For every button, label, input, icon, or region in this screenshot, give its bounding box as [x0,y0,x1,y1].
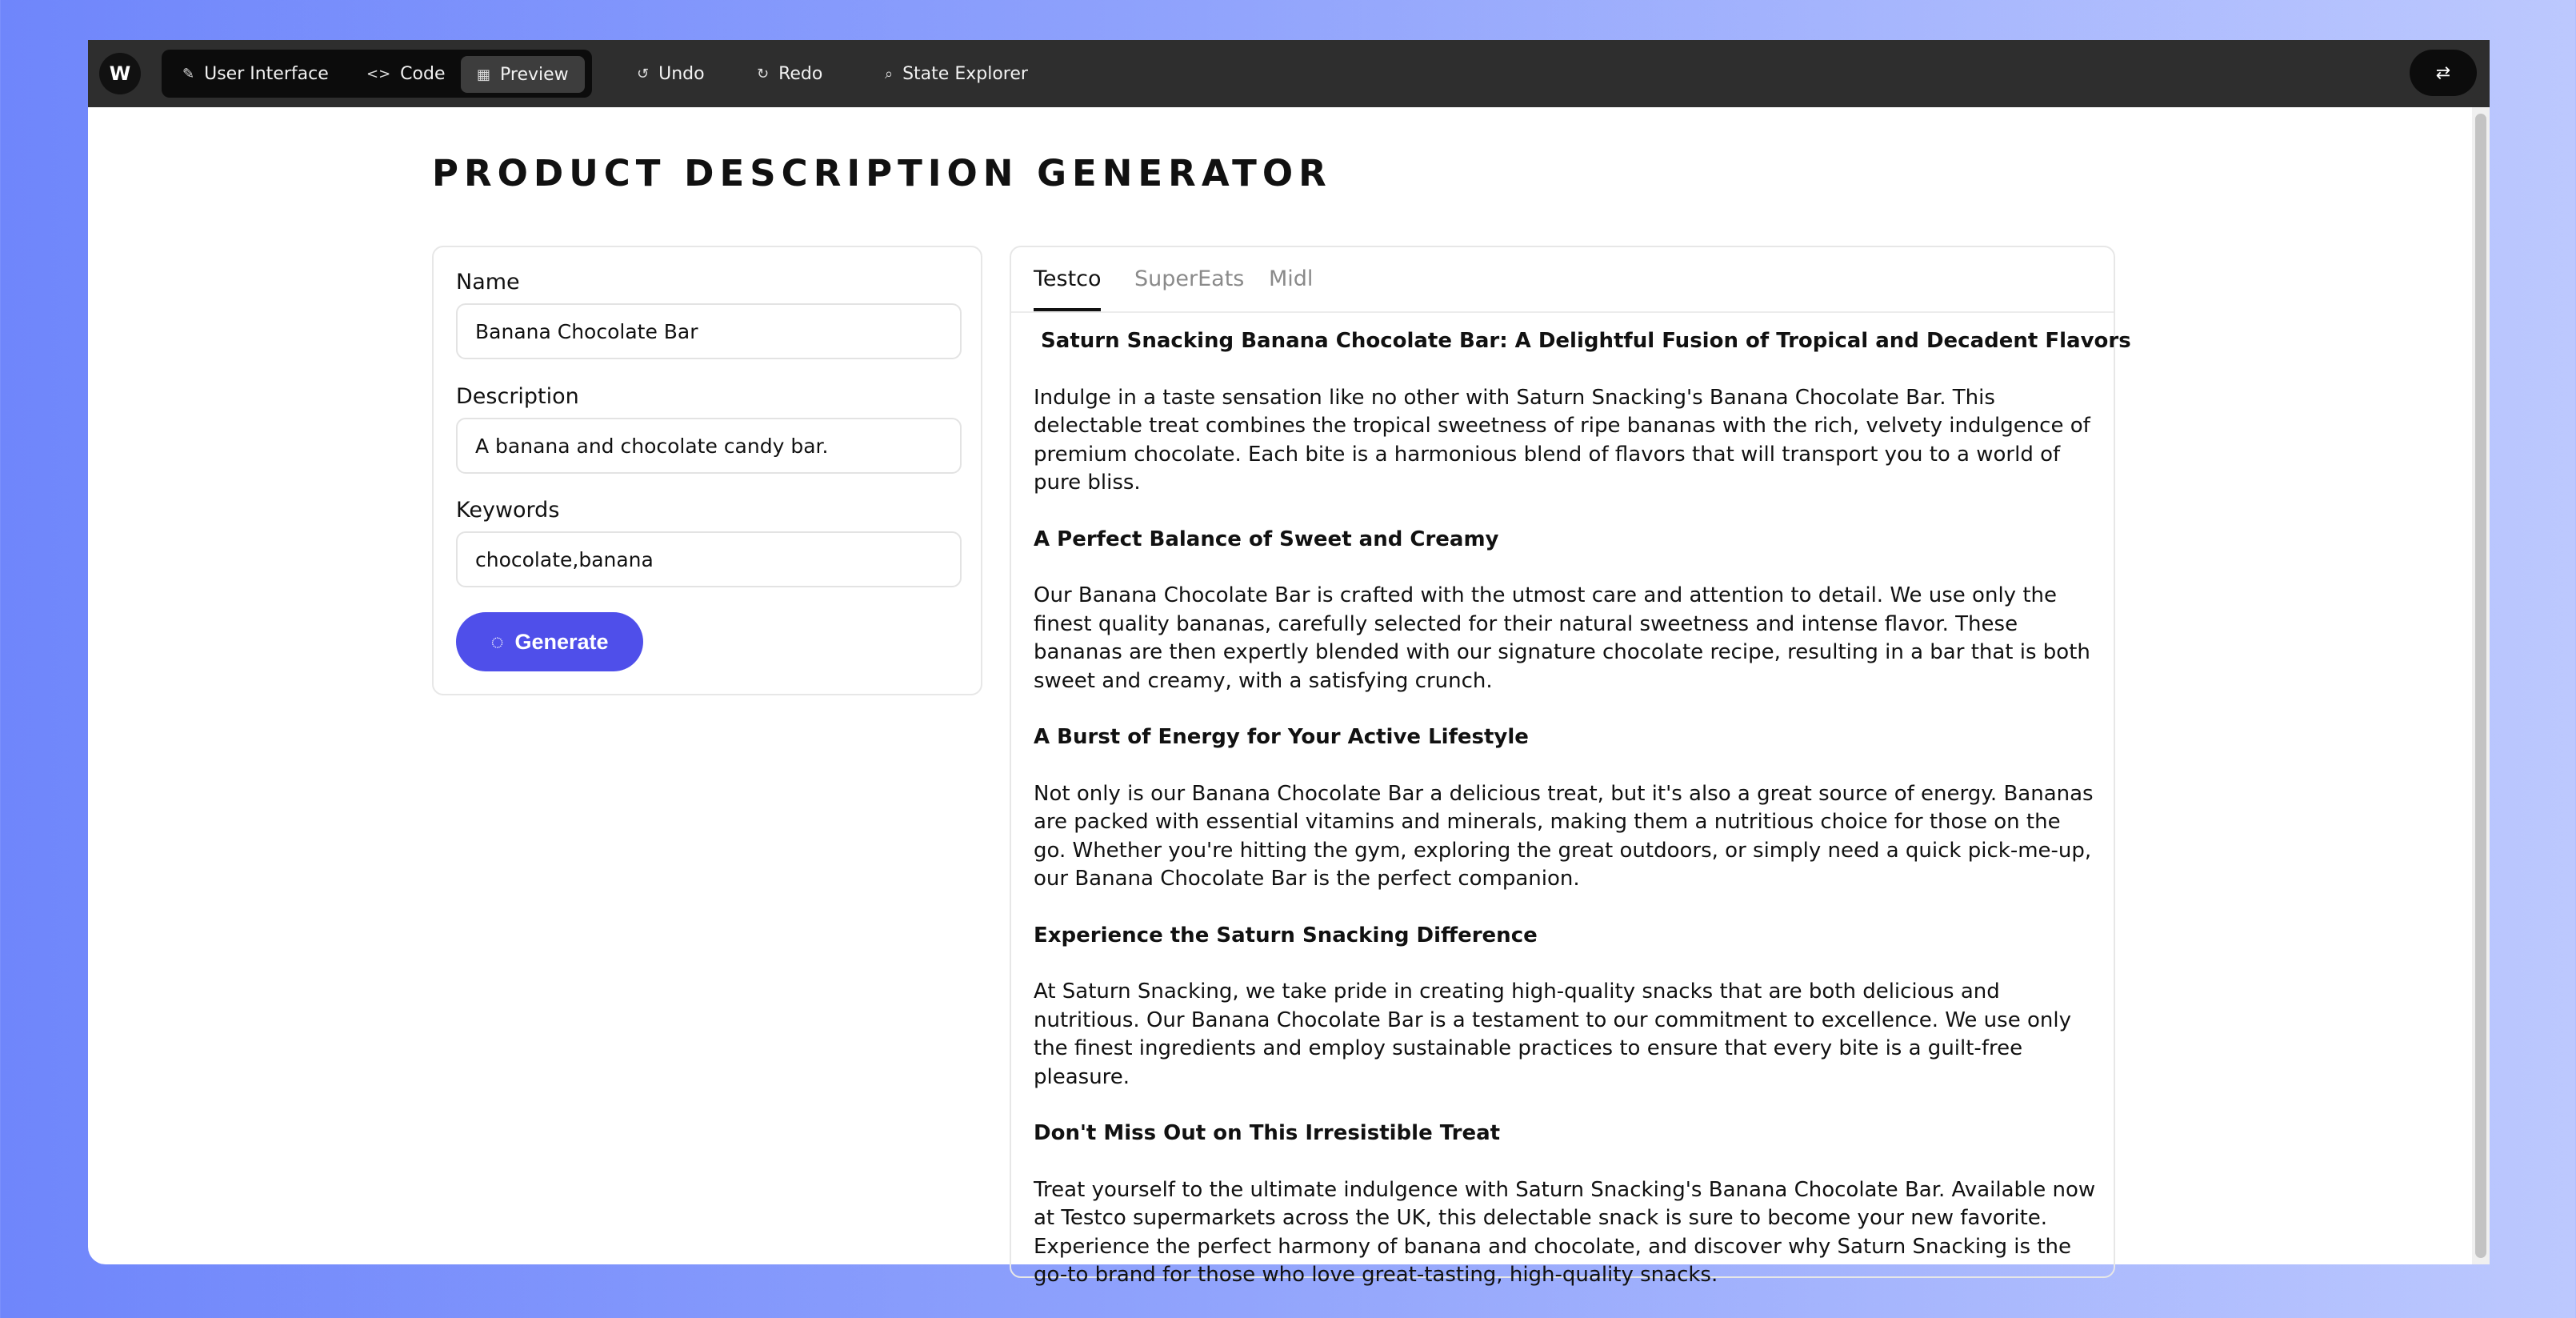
redo-icon: ↻ [757,65,770,82]
state-explorer-label: State Explorer [902,63,1028,84]
generate-button[interactable] [456,612,643,671]
generate-label: Generate [514,629,609,654]
code-label: Code [400,63,446,84]
brush-icon: ✎ [182,65,195,82]
generated-description [1034,327,2131,1318]
tab-testco[interactable]: Testco [1034,266,1102,291]
scrollbar-thumb[interactable] [2475,114,2486,1258]
description-input[interactable] [456,418,962,474]
section-body: At Saturn Snacking, we take pride in creating high-quality snacks that are both delicious and nutritious. Our Banana Chocolate Bar is a testament to our commitment to excellence. We use only the finest ingredients and employ sustainable practices to ensure that every bite is a guilt-free pleasure. [1034,979,2071,1089]
name-input[interactable] [456,303,962,359]
section-heading: Saturn Snacking Banana Chocolate Bar: A Delightful Fusion of Tropical and Decadent Flavors [1034,329,2131,353]
keywords-input[interactable] [456,531,962,587]
active-tab-indicator [1034,308,1101,311]
tab-midl[interactable]: Midl [1269,266,1314,291]
app-logo[interactable]: W [99,53,141,94]
keywords-label: Keywords [456,498,560,523]
app-window [88,40,2490,1287]
page-title: PRODUCT DESCRIPTION GENERATOR [432,152,1332,194]
code-icon: <> [366,65,391,82]
name-label: Name [456,270,520,294]
state-explorer-button[interactable] [885,50,1028,98]
retailer-tabs [1011,247,2114,313]
user-interface-mode-button[interactable] [182,50,329,98]
code-mode-button[interactable] [366,50,446,98]
search-icon: ⌕ [885,65,894,82]
table-icon: ▦ [477,66,491,83]
section-heading: A Burst of Energy for Your Active Lifestyle [1034,725,1529,749]
section-heading: Don't Miss Out on This Irresistible Treat [1034,1121,1501,1145]
section-body: Our Banana Chocolate Bar is crafted with the utmost care and attention to detail. We use only the finest quality bananas, carefully selected for their natural sweetness and intense flavor. These bananas are then expertly blended with our signature chocolate recipe, resulting in a bar that is both sweet and creamy, with a satisfying crunch. [1034,583,2090,693]
sync-button[interactable] [2410,50,2477,96]
section-heading: Experience the Saturn Snacking Difference [1034,923,1538,947]
redo-label: Redo [778,63,823,84]
top-toolbar [88,40,2490,107]
sync-icon: ⇄ [2435,62,2451,83]
section-heading: A Perfect Balance of Sweet and Creamy [1034,527,1499,551]
tab-supereats[interactable]: SuperEats [1134,266,1245,291]
user-interface-label: User Interface [204,63,329,84]
preview-mode-button[interactable] [461,56,585,93]
vertical-scrollbar[interactable] [2472,107,2490,1264]
section-body: Indulge in a taste sensation like no other with Saturn Snacking's Banana Chocolate Bar. This delectable treat combines the tropical sweetness of ripe bananas with the rich, velvety indulgence of premium chocolate. Each bite is a harmonious blend of flavors that will transport you to a world of pure bliss. [1034,385,2090,495]
product-form [432,246,982,695]
undo-icon: ↺ [637,65,650,82]
undo-label: Undo [658,63,705,84]
description-label: Description [456,384,579,409]
redo-button[interactable] [757,50,822,98]
section-body: Not only is our Banana Chocolate Bar a delicious treat, but it's also a great source of energy. Bananas are packed with essential vitamins and minerals, making them a nutritious choice for those on the go. Whether you're hitting the gym, exploring the great outdoors, or simply need a quick pick-me-up, our Banana Chocolate Bar is the perfect companion. [1034,781,2094,891]
undo-button[interactable] [637,50,705,98]
preview-label: Preview [500,64,569,85]
section-body: Treat yourself to the ultimate indulgence with Saturn Snacking's Banana Chocolate Bar. Available now at Testco supermarkets across the UK, this delectable snack is sure to become your new favorite. Experience the perfect harmony of banana and chocolate, and discover why Saturn Snacking is the go-to brand for those who love great-tasting, high-quality snacks. [1034,1177,2096,1287]
output-panel [1010,246,2131,1287]
chat-bubble-icon: ◌ [490,629,504,654]
